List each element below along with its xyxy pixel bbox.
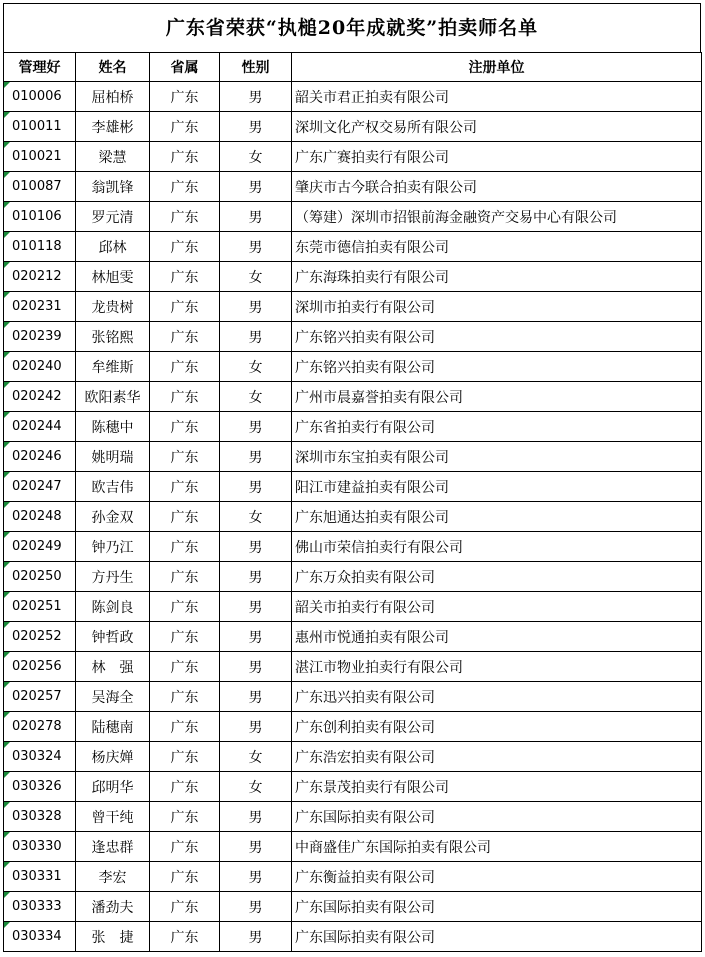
cell-gender[interactable]: 男 bbox=[220, 562, 292, 592]
cell-company[interactable]: （筹建）深圳市招银前海金融资产交易中心有限公司 bbox=[292, 202, 702, 232]
cell-company[interactable]: 广东万众拍卖有限公司 bbox=[292, 562, 702, 592]
cell-province[interactable]: 广东 bbox=[150, 502, 220, 532]
header-company[interactable]: 注册单位 bbox=[292, 53, 702, 82]
cell-company[interactable]: 广东迅兴拍卖有限公司 bbox=[292, 682, 702, 712]
cell-name[interactable]: 林旭雯 bbox=[76, 262, 150, 292]
table-row bbox=[4, 592, 702, 622]
cell-name[interactable]: 欧吉伟 bbox=[76, 472, 150, 502]
cell-id[interactable]: 020240 bbox=[4, 352, 76, 382]
table-row bbox=[4, 232, 702, 262]
cell-id[interactable]: 010021 bbox=[4, 142, 76, 172]
header-province[interactable]: 省属 bbox=[150, 53, 220, 82]
cell-gender[interactable]: 男 bbox=[220, 712, 292, 742]
cell-gender[interactable]: 男 bbox=[220, 922, 292, 952]
cell-name[interactable]: 姚明瑞 bbox=[76, 442, 150, 472]
cell-id[interactable]: 020247 bbox=[4, 472, 76, 502]
cell-company[interactable]: 广东铭兴拍卖有限公司 bbox=[292, 352, 702, 382]
table-row bbox=[4, 262, 702, 292]
cell-gender[interactable]: 女 bbox=[220, 742, 292, 772]
cell-company[interactable]: 阳江市建益拍卖有限公司 bbox=[292, 472, 702, 502]
cell-gender[interactable]: 男 bbox=[220, 442, 292, 472]
cell-province[interactable]: 广东 bbox=[150, 322, 220, 352]
table-row bbox=[4, 202, 702, 232]
cell-province[interactable]: 广东 bbox=[150, 562, 220, 592]
cell-id[interactable]: 020248 bbox=[4, 502, 76, 532]
cell-id[interactable]: 030328 bbox=[4, 802, 76, 832]
cell-company[interactable]: 广东省拍卖行有限公司 bbox=[292, 412, 702, 442]
table-row bbox=[4, 802, 702, 832]
cell-province[interactable]: 广东 bbox=[150, 112, 220, 142]
cell-name[interactable]: 陈穗中 bbox=[76, 412, 150, 442]
table-row bbox=[4, 622, 702, 652]
cell-name[interactable]: 欧阳素华 bbox=[76, 382, 150, 412]
cell-company[interactable]: 肇庆市古今联合拍卖有限公司 bbox=[292, 172, 702, 202]
cell-province[interactable]: 广东 bbox=[150, 232, 220, 262]
cell-gender[interactable]: 男 bbox=[220, 322, 292, 352]
cell-company[interactable]: 深圳市拍卖行有限公司 bbox=[292, 292, 702, 322]
cell-id[interactable]: 020252 bbox=[4, 622, 76, 652]
cell-company[interactable]: 韶关市拍卖行有限公司 bbox=[292, 592, 702, 622]
cell-company[interactable]: 广东广赛拍卖行有限公司 bbox=[292, 142, 702, 172]
cell-name[interactable]: 杨庆婵 bbox=[76, 742, 150, 772]
cell-gender[interactable]: 男 bbox=[220, 532, 292, 562]
cell-province[interactable]: 广东 bbox=[150, 772, 220, 802]
cell-province[interactable]: 广东 bbox=[150, 892, 220, 922]
cell-province[interactable]: 广东 bbox=[150, 472, 220, 502]
cell-company[interactable]: 广东景茂拍卖行有限公司 bbox=[292, 772, 702, 802]
cell-name[interactable]: 李雄彬 bbox=[76, 112, 150, 142]
cell-id[interactable]: 030334 bbox=[4, 922, 76, 952]
table-row bbox=[4, 682, 702, 712]
cell-gender[interactable]: 男 bbox=[220, 472, 292, 502]
cell-gender[interactable]: 男 bbox=[220, 832, 292, 862]
cell-company[interactable]: 广东浩宏拍卖有限公司 bbox=[292, 742, 702, 772]
cell-gender[interactable]: 女 bbox=[220, 502, 292, 532]
cell-id[interactable]: 010106 bbox=[4, 202, 76, 232]
table-row bbox=[4, 292, 702, 322]
cell-company[interactable]: 广东衡益拍卖有限公司 bbox=[292, 862, 702, 892]
cell-name[interactable]: 钟乃江 bbox=[76, 532, 150, 562]
cell-province[interactable]: 广东 bbox=[150, 202, 220, 232]
table-row bbox=[4, 352, 702, 382]
cell-company[interactable]: 佛山市荣信拍卖行有限公司 bbox=[292, 532, 702, 562]
table-row bbox=[4, 652, 702, 682]
cell-id[interactable]: 020251 bbox=[4, 592, 76, 622]
cell-province[interactable]: 广东 bbox=[150, 262, 220, 292]
cell-id[interactable]: 030326 bbox=[4, 772, 76, 802]
cell-province[interactable]: 广东 bbox=[150, 532, 220, 562]
table-row bbox=[4, 322, 702, 352]
cell-gender[interactable]: 男 bbox=[220, 202, 292, 232]
cell-company[interactable]: 深圳市东宝拍卖有限公司 bbox=[292, 442, 702, 472]
cell-gender[interactable]: 男 bbox=[220, 682, 292, 712]
cell-company[interactable]: 广州市晨嘉誉拍卖有限公司 bbox=[292, 382, 702, 412]
sheet-title: 广东省荣获“执槌20年成就奖”拍卖师名单 bbox=[3, 3, 701, 52]
table-row bbox=[4, 412, 702, 442]
cell-company[interactable]: 深圳文化产权交易所有限公司 bbox=[292, 112, 702, 142]
cell-name[interactable]: 龙贵树 bbox=[76, 292, 150, 322]
header-name[interactable]: 姓名 bbox=[76, 53, 150, 82]
cell-gender[interactable]: 男 bbox=[220, 592, 292, 622]
cell-gender[interactable]: 男 bbox=[220, 652, 292, 682]
cell-gender[interactable]: 男 bbox=[220, 622, 292, 652]
cell-province[interactable]: 广东 bbox=[150, 172, 220, 202]
table-row bbox=[4, 712, 702, 742]
header-row bbox=[4, 53, 702, 82]
cell-name[interactable]: 林 强 bbox=[76, 652, 150, 682]
cell-gender[interactable]: 女 bbox=[220, 382, 292, 412]
header-gender[interactable]: 性别 bbox=[220, 53, 292, 82]
cell-id[interactable]: 020242 bbox=[4, 382, 76, 412]
cell-name[interactable]: 罗元清 bbox=[76, 202, 150, 232]
cell-company[interactable]: 惠州市悦通拍卖有限公司 bbox=[292, 622, 702, 652]
cell-gender[interactable]: 女 bbox=[220, 772, 292, 802]
cell-id[interactable]: 020231 bbox=[4, 292, 76, 322]
cell-company[interactable]: 韶关市君正拍卖有限公司 bbox=[292, 82, 702, 112]
table-row bbox=[4, 772, 702, 802]
cell-province[interactable]: 广东 bbox=[150, 922, 220, 952]
cell-name[interactable]: 陈剑良 bbox=[76, 592, 150, 622]
cell-name[interactable]: 屈柏桥 bbox=[76, 82, 150, 112]
table-row bbox=[4, 172, 702, 202]
table-row bbox=[4, 742, 702, 772]
cell-company[interactable]: 东莞市德信拍卖有限公司 bbox=[292, 232, 702, 262]
cell-province[interactable]: 广东 bbox=[150, 592, 220, 622]
cell-name[interactable]: 梁慧 bbox=[76, 142, 150, 172]
cell-province[interactable]: 广东 bbox=[150, 652, 220, 682]
cell-name[interactable]: 邱明华 bbox=[76, 772, 150, 802]
cell-id[interactable]: 020249 bbox=[4, 532, 76, 562]
cell-gender[interactable]: 男 bbox=[220, 862, 292, 892]
cell-company[interactable]: 广东创利拍卖有限公司 bbox=[292, 712, 702, 742]
cell-id[interactable]: 030333 bbox=[4, 892, 76, 922]
table-row bbox=[4, 112, 702, 142]
cell-province[interactable]: 广东 bbox=[150, 742, 220, 772]
cell-province[interactable]: 广东 bbox=[150, 142, 220, 172]
table-row bbox=[4, 892, 702, 922]
cell-company[interactable]: 广东铭兴拍卖有限公司 bbox=[292, 322, 702, 352]
cell-company[interactable]: 广东国际拍卖有限公司 bbox=[292, 892, 702, 922]
cell-gender[interactable]: 男 bbox=[220, 82, 292, 112]
cell-id[interactable]: 020239 bbox=[4, 322, 76, 352]
cell-id[interactable]: 020257 bbox=[4, 682, 76, 712]
cell-province[interactable]: 广东 bbox=[150, 82, 220, 112]
cell-gender[interactable]: 男 bbox=[220, 112, 292, 142]
spreadsheet bbox=[3, 3, 701, 952]
table-row bbox=[4, 862, 702, 892]
cell-province[interactable]: 广东 bbox=[150, 442, 220, 472]
cell-name[interactable]: 潘劲夫 bbox=[76, 892, 150, 922]
cell-gender[interactable]: 男 bbox=[220, 412, 292, 442]
table-row bbox=[4, 142, 702, 172]
table-row bbox=[4, 472, 702, 502]
cell-province[interactable]: 广东 bbox=[150, 682, 220, 712]
cell-company[interactable]: 广东海珠拍卖行有限公司 bbox=[292, 262, 702, 292]
cell-gender[interactable]: 男 bbox=[220, 892, 292, 922]
cell-province[interactable]: 广东 bbox=[150, 832, 220, 862]
cell-company[interactable]: 广东国际拍卖有限公司 bbox=[292, 922, 702, 952]
cell-name[interactable]: 孙金双 bbox=[76, 502, 150, 532]
cell-id[interactable]: 030330 bbox=[4, 832, 76, 862]
cell-gender[interactable]: 女 bbox=[220, 352, 292, 382]
cell-name[interactable]: 翁凯锋 bbox=[76, 172, 150, 202]
cell-company[interactable]: 广东旭通达拍卖有限公司 bbox=[292, 502, 702, 532]
cell-gender[interactable]: 女 bbox=[220, 142, 292, 172]
cell-gender[interactable]: 男 bbox=[220, 802, 292, 832]
cell-id[interactable]: 010011 bbox=[4, 112, 76, 142]
cell-province[interactable]: 广东 bbox=[150, 862, 220, 892]
cell-id[interactable]: 030331 bbox=[4, 862, 76, 892]
table-row bbox=[4, 502, 702, 532]
cell-id[interactable]: 010118 bbox=[4, 232, 76, 262]
cell-id[interactable]: 020250 bbox=[4, 562, 76, 592]
cell-company[interactable]: 广东国际拍卖有限公司 bbox=[292, 802, 702, 832]
cell-name[interactable]: 曾干纯 bbox=[76, 802, 150, 832]
cell-id[interactable]: 020278 bbox=[4, 712, 76, 742]
cell-id[interactable]: 020212 bbox=[4, 262, 76, 292]
auctioneer-table bbox=[3, 52, 702, 952]
cell-gender[interactable]: 男 bbox=[220, 232, 292, 262]
cell-name[interactable]: 方丹生 bbox=[76, 562, 150, 592]
cell-name[interactable]: 李宏 bbox=[76, 862, 150, 892]
table-row bbox=[4, 832, 702, 862]
cell-id[interactable]: 010006 bbox=[4, 82, 76, 112]
table-row bbox=[4, 922, 702, 952]
header-id[interactable]: 管理好 bbox=[4, 53, 76, 82]
cell-province[interactable]: 广东 bbox=[150, 292, 220, 322]
cell-province[interactable]: 广东 bbox=[150, 802, 220, 832]
cell-id[interactable]: 020244 bbox=[4, 412, 76, 442]
cell-company[interactable]: 湛江市物业拍卖行有限公司 bbox=[292, 652, 702, 682]
table-row bbox=[4, 82, 702, 112]
cell-id[interactable]: 020256 bbox=[4, 652, 76, 682]
table-row bbox=[4, 382, 702, 412]
cell-name[interactable]: 牟维斯 bbox=[76, 352, 150, 382]
cell-name[interactable]: 吴海全 bbox=[76, 682, 150, 712]
cell-province[interactable]: 广东 bbox=[150, 352, 220, 382]
cell-province[interactable]: 广东 bbox=[150, 382, 220, 412]
table-row bbox=[4, 562, 702, 592]
cell-province[interactable]: 广东 bbox=[150, 412, 220, 442]
cell-id[interactable]: 010087 bbox=[4, 172, 76, 202]
cell-province[interactable]: 广东 bbox=[150, 622, 220, 652]
cell-name[interactable]: 张 捷 bbox=[76, 922, 150, 952]
cell-gender[interactable]: 女 bbox=[220, 262, 292, 292]
cell-id[interactable]: 030324 bbox=[4, 742, 76, 772]
cell-company[interactable]: 中商盛佳广东国际拍卖有限公司 bbox=[292, 832, 702, 862]
cell-name[interactable]: 钟哲政 bbox=[76, 622, 150, 652]
cell-name[interactable]: 陆穗南 bbox=[76, 712, 150, 742]
cell-province[interactable]: 广东 bbox=[150, 712, 220, 742]
table-row bbox=[4, 442, 702, 472]
table-row bbox=[4, 532, 702, 562]
cell-gender[interactable]: 男 bbox=[220, 292, 292, 322]
cell-id[interactable]: 020246 bbox=[4, 442, 76, 472]
cell-gender[interactable]: 男 bbox=[220, 172, 292, 202]
cell-name[interactable]: 张铭熙 bbox=[76, 322, 150, 352]
cell-name[interactable]: 逢忠群 bbox=[76, 832, 150, 862]
cell-name[interactable]: 邱林 bbox=[76, 232, 150, 262]
